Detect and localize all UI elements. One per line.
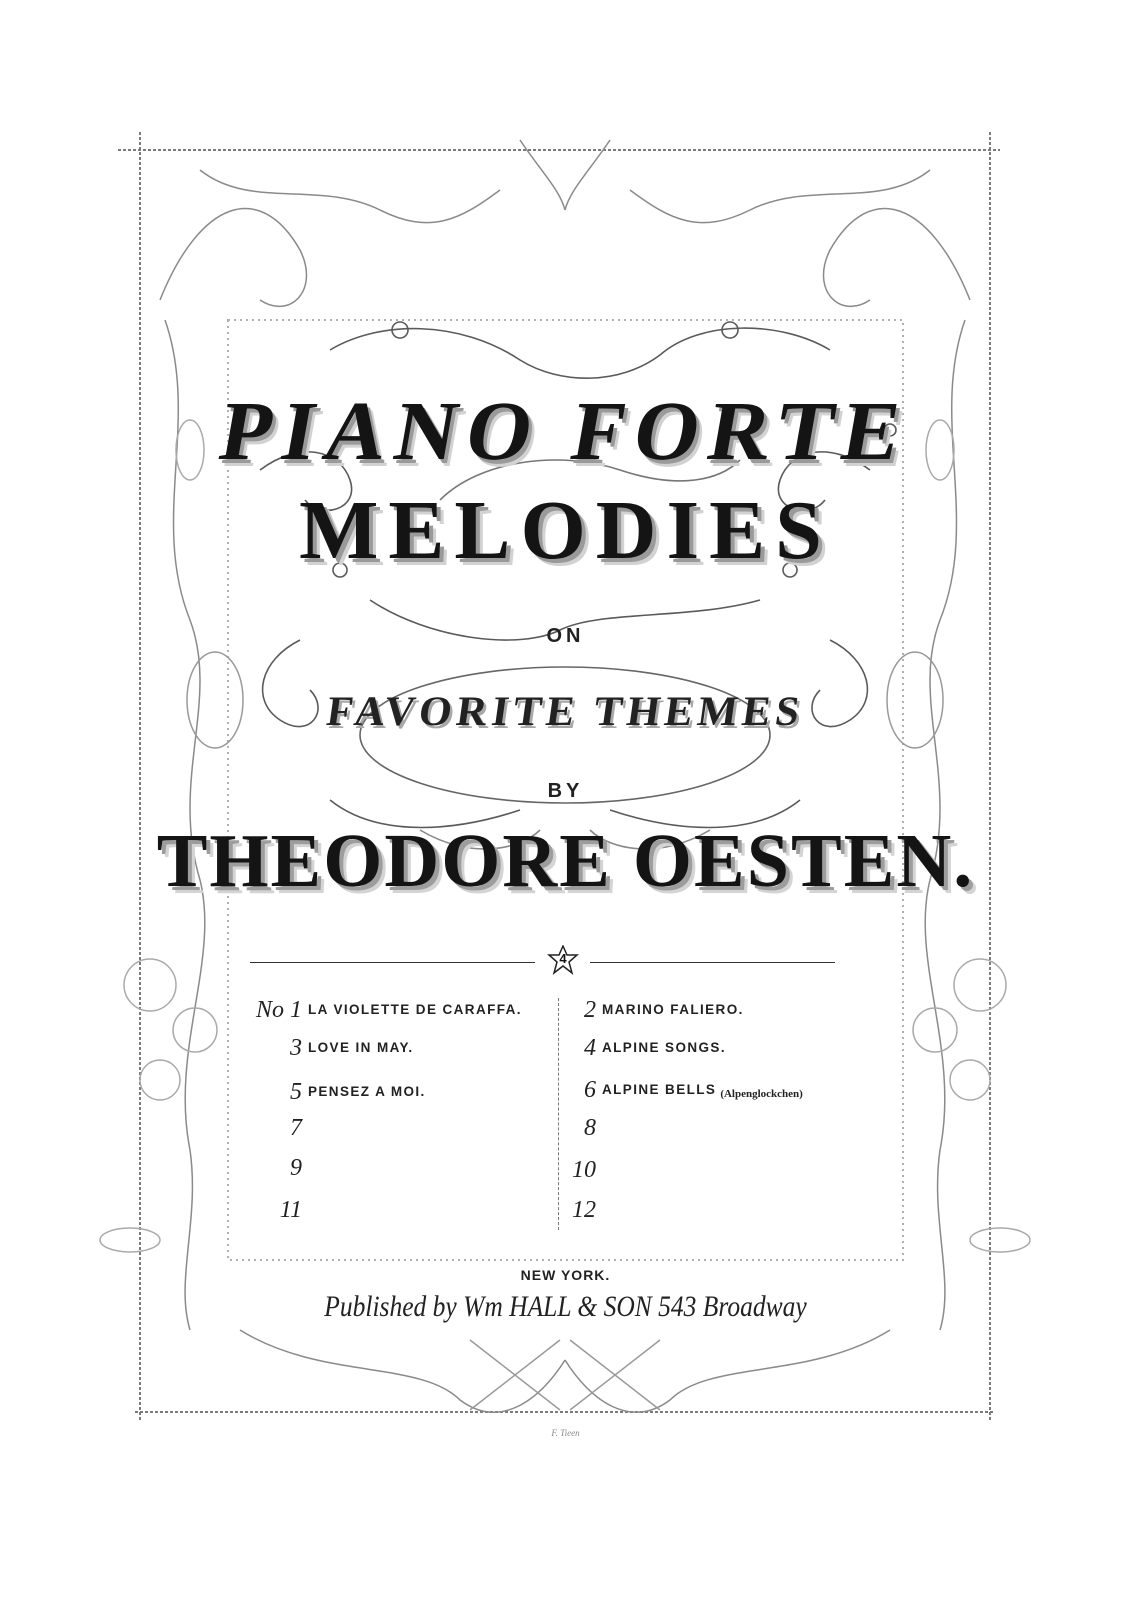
contents-entry-12	[560, 1197, 602, 1227]
publisher-imprint: Published by Wm HALL & SON 543 Broadway	[324, 1290, 807, 1323]
contents-entry-11	[266, 1197, 308, 1227]
title-line-2: MELODIES	[299, 484, 832, 577]
entry-number: 8	[584, 1115, 596, 1141]
divider-rule-right	[590, 962, 835, 963]
entry-title: PENSEZ A MOI.	[308, 1084, 426, 1099]
contents-entry-10	[560, 1157, 602, 1187]
by-word: BY	[547, 780, 584, 802]
contents-entry-1	[250, 997, 522, 1027]
divider-rule-left	[250, 962, 535, 963]
subtitle: FAVORITE THEMES	[323, 689, 808, 735]
entry-title: LA VIOLETTE DE CARAFFA.	[308, 1002, 522, 1017]
contents-entry-8	[560, 1115, 602, 1145]
contents-entry-2	[560, 997, 744, 1027]
composer-name: THEODORE OESTEN.	[156, 819, 975, 903]
entry-number: 2	[584, 997, 596, 1023]
entry-number: 5	[290, 1079, 302, 1105]
entry-number: 6	[584, 1077, 596, 1103]
engraver-credit: F. Tieen	[551, 1428, 580, 1438]
entry-note: (Alpenglockchen)	[720, 1088, 803, 1100]
entry-number: 11	[279, 1197, 302, 1223]
entry-title: ALPINE BELLS	[602, 1082, 717, 1097]
contents-divider	[558, 998, 560, 1230]
entry-title: LOVE IN MAY.	[308, 1040, 414, 1055]
entry-number: No 1	[255, 997, 302, 1023]
contents-entry-6	[560, 1077, 803, 1107]
title-line-1: PIANO FORTE	[213, 385, 918, 478]
volume-number: 4	[559, 951, 567, 966]
contents-entry-5	[266, 1079, 426, 1109]
contents-entry-9	[266, 1155, 308, 1185]
entry-number: 7	[290, 1115, 302, 1141]
entry-number: 10	[572, 1157, 596, 1183]
entry-title: MARINO FALIERO.	[602, 1002, 744, 1017]
entry-number: 12	[572, 1197, 596, 1223]
contents-entry-3	[266, 1035, 414, 1065]
entry-number: 4	[584, 1035, 596, 1061]
entry-title: ALPINE SONGS.	[602, 1040, 726, 1055]
on-word: ON	[546, 625, 585, 647]
contents-entry-4	[560, 1035, 726, 1065]
publisher-city: NEW YORK.	[520, 1267, 611, 1283]
contents-entry-7	[266, 1115, 308, 1145]
entry-number: 9	[290, 1155, 302, 1181]
entry-number: 3	[290, 1035, 302, 1061]
